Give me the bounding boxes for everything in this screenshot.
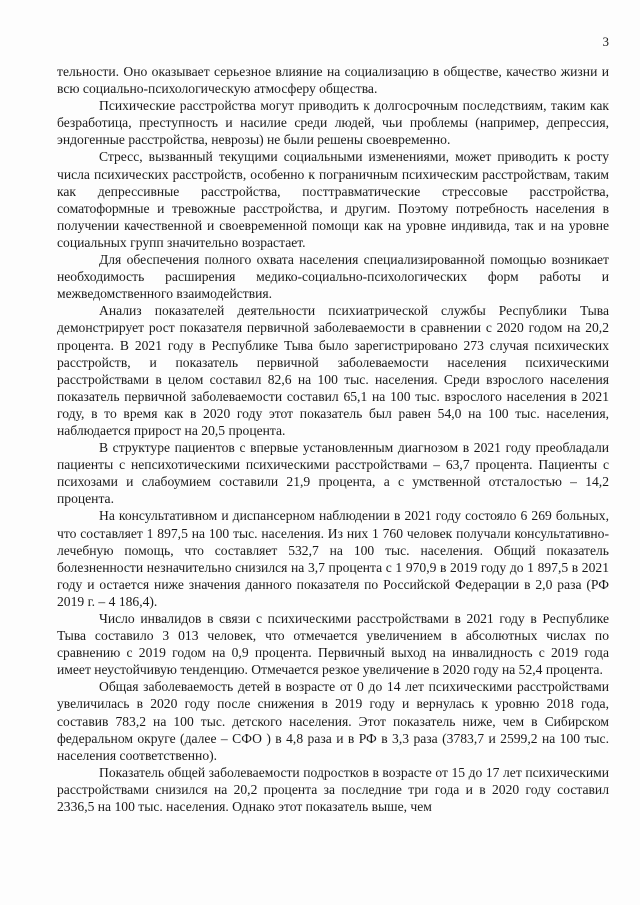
paragraph: Анализ показателей деятельности психиатрической службы Республики Тыва демонстрирует рост показателя первичной заболеваемости в сравнении с 2020 годом на 20,2 процента. В 2021 году в Республике Тыва было зарегистрировано 273 случая психических расстройств, и показатель первичной заболеваемости населения психическими расстройствами в целом составил 82,6 на 100 тыс. населения. Среди взрослого населения показатель первичной заболеваемости составил 65,1 на 100 тыс. взрослого населения в 2021 году, в то время как в 2020 году этот показатель был равен 54,0 на 100 тыс. населения, наблюдается прирост на 20,5 процента. xyxy=(57,303,609,438)
paragraph: Число инвалидов в связи с психическими расстройствами в 2021 году в Республике Тыва составило 3 013 человек, что отмечается увеличением в абсолютных числах по сравнению с 2019 годом на 0,9 процента. Первичный выход на инвалидность с 2019 года имеет неустойчивую тенденцию. Отмечается резкое увеличение в 2020 году на 52,4 процента. xyxy=(57,611,609,678)
body-text xyxy=(57,63,609,815)
paragraph: тельности. Оно оказывает серьезное влияние на социализацию в обществе, качество жизни и всю социально-психологическую атмосферу общества. xyxy=(57,64,609,97)
page-number: 3 xyxy=(602,34,609,49)
paragraph: В структуре пациентов с впервые установленным диагнозом в 2021 году преобладали пациенты с непсихотическими психическими расстройствами – 63,7 процента. Пациенты с психозами и слабоумием составили 21,9 процента, а с умственной отсталостью – 14,2 процента. xyxy=(57,440,609,507)
paragraph: На консультативном и диспансерном наблюдении в 2021 году состояло 6 269 больных, что составляет 1 897,5 на 100 тыс. населения. Из них 1 760 человек получали консультативно-лечебную помощь, что составляет 532,7 на 100 тыс. населения. Общий показатель болезненности незначительно снизился на 3,7 процента с 1 970,9 в 2019 году до 1 897,5 в 2021 году и остается ниже значения данного показателя по Российской Федерации в 2,0 раза (РФ 2019 г. – 4 186,4). xyxy=(57,508,609,609)
paragraph: Психические расстройства могут приводить к долгосрочным последствиям, таким как безработица, преступность и насилие среди людей, чьи проблемы (например, депрессия, эндогенные расстройства, неврозы) не были решены своевременно. xyxy=(57,98,609,148)
paragraph: Общая заболеваемость детей в возрасте от 0 до 14 лет психическими расстройствами увеличилась в 2020 году после снижения в 2019 году и вернулась к уровню 2018 года, составив 783,2 на 100 тыс. детского населения. Этот показатель ниже, чем в Сибирском федеральном округе (далее – СФО ) в 4,8 раза и в РФ в 3,3 раза (3783,7 и 2599,2 на 100 тыс. населения соответственно). xyxy=(57,679,609,763)
paragraph: Стресс, вызванный текущими социальными изменениями, может приводить к росту числа психических расстройств, особенно к пограничным психическим расстройствам, таким как депрессивные расстройства, посттравматические стрессовые расстройства, соматоформные и тревожные расстройства, и другим. Поэтому потребность населения в получении качественной и своевременной помощи как на уровне индивида, так и на уровне социальных групп значительно возрастает. xyxy=(57,149,609,250)
paragraph: Для обеспечения полного охвата населения специализированной помощью возникает необходимость расширения медико-социально-психологических форм работы и межведомственного взаимодействия. xyxy=(57,252,609,302)
paragraph: Показатель общей заболеваемости подростков в возрасте от 15 до 17 лет психическими расстройствами снизился на 20,2 процента за последние три года и в 2020 году составил 2336,5 на 100 тыс. населения. Однако этот показатель выше, чем xyxy=(57,764,609,815)
